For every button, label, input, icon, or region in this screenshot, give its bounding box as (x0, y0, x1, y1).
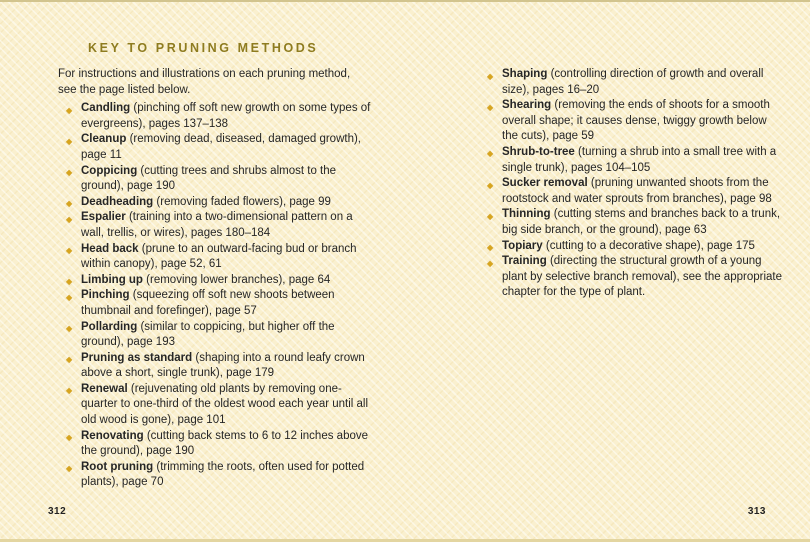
pruning-method-item (487, 207, 782, 238)
method-description: (cutting stems and branches back to a trunk, big side branch, or the ground), page 63 (502, 208, 781, 236)
method-term: Training (502, 255, 547, 268)
pruning-method-item (66, 429, 373, 460)
page-left (0, 2, 405, 539)
method-term: Coppicing (81, 164, 138, 177)
pruning-method-item (66, 242, 373, 273)
method-description: (pinching off soft new growth on some types of evergreens), pages 137–138 (81, 102, 371, 130)
method-description: (pruning unwanted shoots from the rootstock and water sprouts from branches), page 98 (502, 177, 772, 205)
pruning-method-item (66, 320, 373, 351)
pruning-method-item (66, 210, 373, 241)
method-description: (prune to an outward-facing bud or branch within canopy), page 52, 61 (81, 242, 357, 271)
method-description: (turning a shrub into a small tree with a single trunk), pages 104–105 (502, 145, 777, 174)
method-description: (removing lower branches), page 64 (146, 273, 331, 286)
intro-text: For instructions and illustrations on each pruning method, see the page listed below. (58, 68, 351, 96)
method-term: Cleanup (81, 133, 127, 146)
pruning-list-left (66, 101, 405, 491)
diamond-bullet-icon: ◆ (66, 433, 73, 443)
page-right (405, 2, 810, 539)
diamond-bullet-icon: ◆ (66, 199, 73, 209)
page-number-left: 312 (48, 506, 67, 517)
method-description: (cutting trees and shrubs almost to the ground), page 190 (81, 164, 337, 193)
diamond-bullet-icon: ◆ (66, 214, 73, 224)
method-description: (rejuvenating old plants by removing one-quarter to one-third of the oldest wood each year until all old wood is gone), page 101 (81, 382, 369, 427)
method-description: (training into a two-dimensional pattern on a wall, trellis, or wires), pages 180–184 (81, 211, 353, 239)
pruning-list-right (487, 67, 810, 301)
method-description: (removing dead, diseased, damaged growth), page 11 (81, 133, 361, 161)
method-term: Renewal (81, 382, 128, 395)
diamond-bullet-icon: ◆ (66, 386, 73, 396)
method-term: Shrub-to-tree (502, 145, 575, 158)
method-description: (removing the ends of shoots for a smooth overall shape; it causes dense, twiggy growth below the cuts), page 59 (502, 99, 770, 143)
diamond-bullet-icon: ◆ (487, 258, 494, 268)
pruning-method-item (487, 176, 782, 207)
pruning-method-item (66, 273, 373, 289)
diamond-bullet-icon: ◆ (487, 71, 494, 81)
diamond-bullet-icon: ◆ (487, 149, 494, 159)
diamond-bullet-icon: ◆ (487, 180, 494, 190)
method-term: Renovating (81, 429, 144, 442)
method-description: (similar to coppicing, but higher off the ground), page 193 (81, 320, 335, 349)
diamond-bullet-icon: ◆ (487, 102, 494, 112)
pruning-method-item (66, 460, 373, 491)
method-term: Pinching (81, 289, 130, 302)
method-term: Topiary (502, 239, 543, 252)
method-description: (cutting back stems to 6 to 12 inches above the ground), page 190 (81, 429, 369, 458)
pruning-method-item (66, 132, 373, 163)
page-title: KEY TO PRUNING METHODS (88, 41, 319, 55)
pruning-method-item (66, 101, 373, 132)
method-term: Shaping (502, 68, 548, 80)
method-term: Pruning as standard (81, 351, 193, 364)
pruning-method-item (487, 239, 782, 255)
pruning-method-item (487, 254, 782, 301)
method-term: Espalier (81, 211, 126, 224)
diamond-bullet-icon: ◆ (66, 464, 73, 474)
diamond-bullet-icon: ◆ (66, 105, 73, 115)
method-description: (squeezing off soft new shoots between thumbnail and forefinger), page 57 (81, 289, 335, 317)
pruning-method-item (487, 98, 782, 145)
diamond-bullet-icon: ◆ (66, 246, 73, 256)
method-term: Pollarding (81, 320, 138, 333)
diamond-bullet-icon: ◆ (66, 324, 73, 333)
method-term: Sucker removal (502, 177, 588, 190)
pruning-method-item (487, 67, 782, 98)
pruning-method-item (66, 382, 373, 429)
method-term: Candling (81, 102, 131, 115)
method-term: Root pruning (81, 460, 154, 473)
diamond-bullet-icon: ◆ (487, 211, 494, 221)
method-term: Limbing up (81, 273, 143, 286)
pruning-method-item (66, 288, 373, 319)
method-description: (cutting to a decorative shape), page 175 (545, 239, 755, 252)
pruning-method-item (66, 351, 373, 382)
diamond-bullet-icon: ◆ (487, 243, 494, 253)
method-description: (controlling direction of growth and overall size), pages 16–20 (502, 68, 764, 96)
method-term: Head back (81, 242, 139, 255)
pruning-method-item (487, 145, 782, 176)
method-term: Shearing (502, 99, 552, 112)
method-term: Deadheading (81, 195, 154, 208)
diamond-bullet-icon: ◆ (66, 277, 73, 287)
diamond-bullet-icon: ◆ (66, 355, 73, 365)
diamond-bullet-icon: ◆ (66, 136, 73, 146)
method-term: Thinning (502, 208, 551, 221)
pruning-method-item (66, 164, 373, 195)
method-description: (removing faded flowers), page 99 (156, 195, 331, 208)
method-description: (trimming the roots, often used for potted plants), page 70 (81, 460, 365, 489)
method-description: (directing the structural growth of a young plant by selective branch removal), see the appropriate chapter for the type of plant. (502, 255, 782, 299)
pruning-method-item (66, 195, 373, 211)
diamond-bullet-icon: ◆ (66, 292, 73, 302)
method-description: (shaping into a round leafy crown above a short, single trunk), page 179 (81, 351, 365, 380)
diamond-bullet-icon: ◆ (66, 168, 73, 178)
page-number-right: 313 (747, 506, 766, 517)
